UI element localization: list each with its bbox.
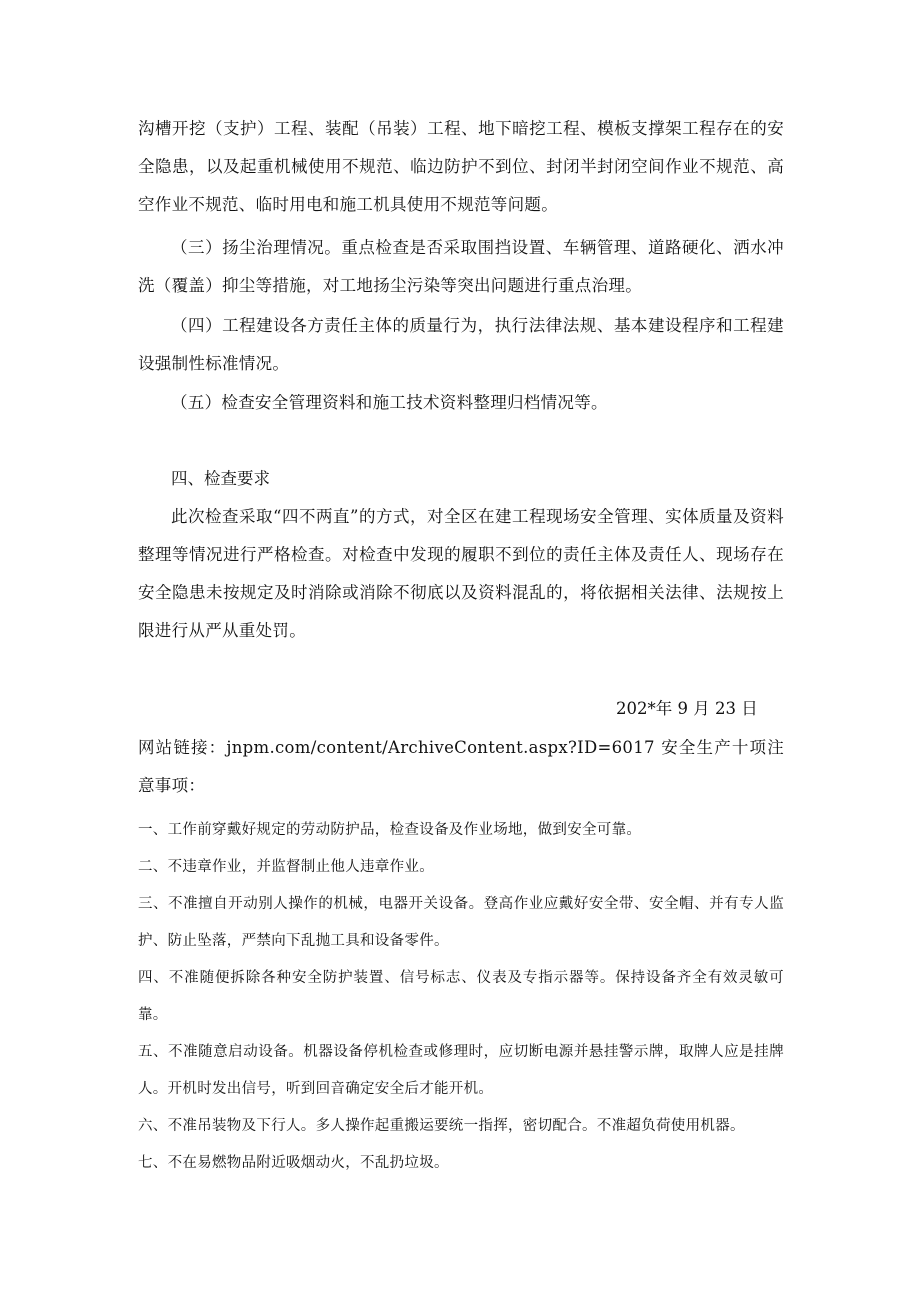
safety-notes-list	[138, 812, 784, 1182]
paragraph-quality-behavior: （四）工程建设各方责任主体的质量行为，执行法律法规、基本建设程序和工程建设强制性标准情况。	[138, 316, 784, 373]
safety-item: 三、不准擅自开动别人操作的机械，电器开关设备。登高作业应戴好安全带、安全帽、并有专人监护、防止坠落，严禁向下乱抛工具和设备零件。	[138, 896, 784, 949]
safety-item: 一、工作前穿戴好规定的劳动防护品，检查设备及作业场地，做到安全可靠。	[138, 822, 642, 838]
paragraph-hazards-continued: 沟槽开挖（支护）工程、装配（吊装）工程、地下暗挖工程、模板支撑架工程存在的安全隐患，以及起重机械使用不规范、临边防护不到位、封闭半封闭空间作业不规范、高空作业不规范、临时用电和施工机具使用不规范等问题。	[138, 119, 784, 214]
paragraph-dust-control: （三）扬尘治理情况。重点检查是否采取围挡设置、车辆管理、道路硬化、洒水冲洗（覆盖）抑尘等措施，对工地扬尘污染等突出问题进行重点治理。	[138, 238, 784, 295]
safety-item: 六、不准吊装物及下行人。多人操作起重搬运要统一指挥，密切配合。不准超负荷使用机器。	[138, 1118, 745, 1134]
section-heading-inspection-requirements: 四、检查要求	[171, 469, 270, 488]
safety-item: 二、不违章作业，并监督制止他人违章作业。	[138, 859, 434, 875]
safety-item: 四、不准随便拆除各种安全防护装置、信号标志、仪表及专指示器等。保持设备齐全有效灵敏可靠。	[138, 970, 784, 1023]
document-date: 202*年 9 月 23 日	[616, 699, 758, 718]
safety-item: 七、不在易燃物品附近吸烟动火，不乱扔垃圾。	[138, 1155, 449, 1171]
safety-item: 五、不准随意启动设备。机器设备停机检查或修理时，应切断电源并悬挂警示牌，取牌人应是挂牌人。开机时发出信号，听到回音确定安全后才能开机。	[138, 1044, 784, 1097]
website-link-line: 网站链接：jnpm.com/content/ArchiveContent.aspx?ID=6017 安全生产十项注意事项：	[138, 738, 784, 795]
paragraph-inspection-requirements: 此次检查采取“四不两直”的方式，对全区在建工程现场安全管理、实体质量及资料整理等情况进行严格检查。对检查中发现的履职不到位的责任主体及责任人、现场存在安全隐患未按规定及时消除或消除不彻底以及资料混乱的，将依据相关法律、法规按上限进行从严从重处罚。	[138, 507, 784, 640]
paragraph-archive-check: （五）检查安全管理资料和施工技术资料整理归档情况等。	[171, 393, 608, 412]
